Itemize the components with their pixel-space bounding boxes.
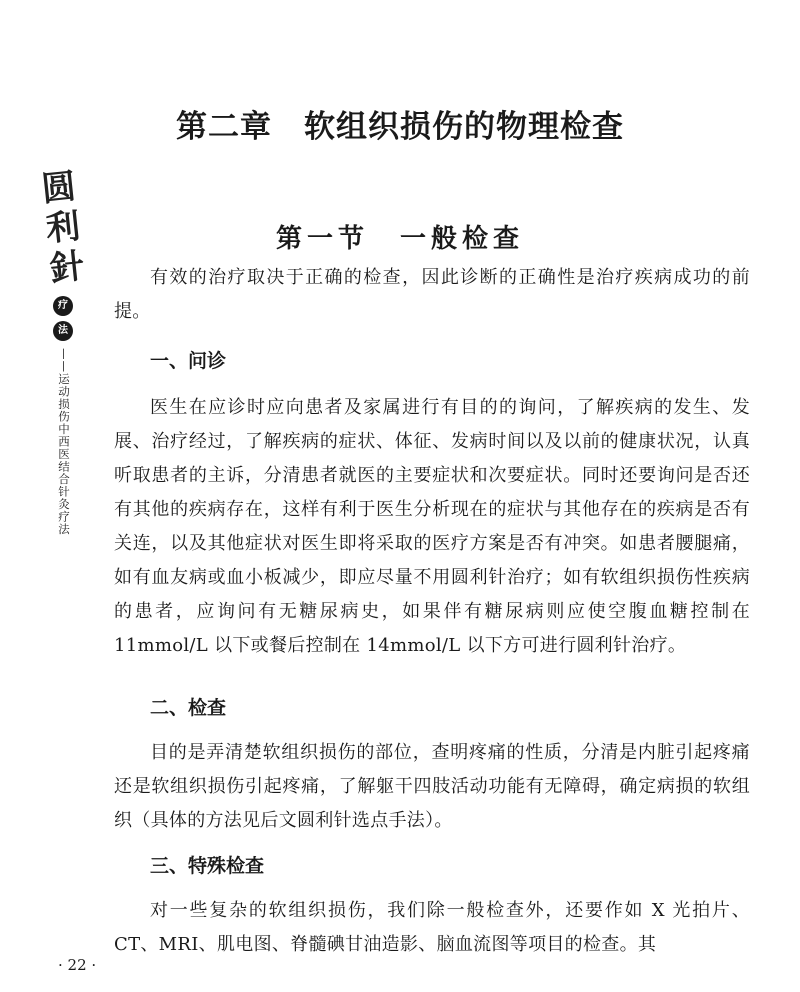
seal-stamp: 疗 (53, 296, 73, 316)
paragraph-special-exam: 对一些复杂的软组织损伤，我们除一般检查外，还要作如 X 光拍片、CT、MRI、肌电图、脊髓碘甘油造影、脑血流图等项目的检查。其 (114, 900, 750, 955)
book-subtitle: ——运动损伤中西医结合针灸疗法 (57, 348, 71, 536)
paragraph-inquiry: 医生在应诊时应向患者及家属进行有目的的询问，了解疾病的发生、发展、治疗经过，了解疾病的症状、体征、发病时间以及以前的健康状况，认真听取患者的主诉，分清患者就医的主要症状和次要症状。同时还要询问是否还有其他的疾病存在，这样有利于医生分析现在的症状与其他存在的疾病是否有关连，以及其他症状对医生即将采取的医疗方案是否有冲突。如患者腰腿痛，如有血友病或血小板减少，即应尽量不用圆利针治疗；如有软组织损伤性疾病的患者，应询问有无糖尿病史，如果伴有糖尿病则应使空腹血糖控制在 11mmol/L 以下或餐后控制在 14mmol/L 以下方可进行圆利针治疗。 (114, 397, 750, 656)
heading-inquiry: 一、问诊 (150, 350, 227, 372)
brand-char: 圆 (39, 166, 78, 210)
intro-paragraph: 有效的治疗取决于正确的检查，因此诊断的正确性是治疗疾病成功的前提。 (114, 267, 750, 322)
brand-char: 利 (44, 206, 82, 250)
chapter-title: 第二章 软组织损伤的物理检查 (176, 108, 624, 145)
section-title: 第一节 一般检查 (275, 223, 524, 254)
page-number: · 22 · (58, 956, 97, 974)
seal-stamp: 法 (53, 321, 73, 341)
brand-char: 針 (48, 246, 87, 290)
heading-examination: 二、检查 (150, 697, 227, 719)
paragraph-examination: 目的是弄清楚软组织损伤的部位，查明疼痛的性质，分清是内脏引起疼痛还是软组织损伤引起疼痛，了解躯干四肢活动功能有无障碍，确定病损的软组织（具体的方法见后文圆利针选点手法）。 (114, 742, 750, 831)
heading-special-exam: 三、特殊检查 (150, 855, 265, 877)
